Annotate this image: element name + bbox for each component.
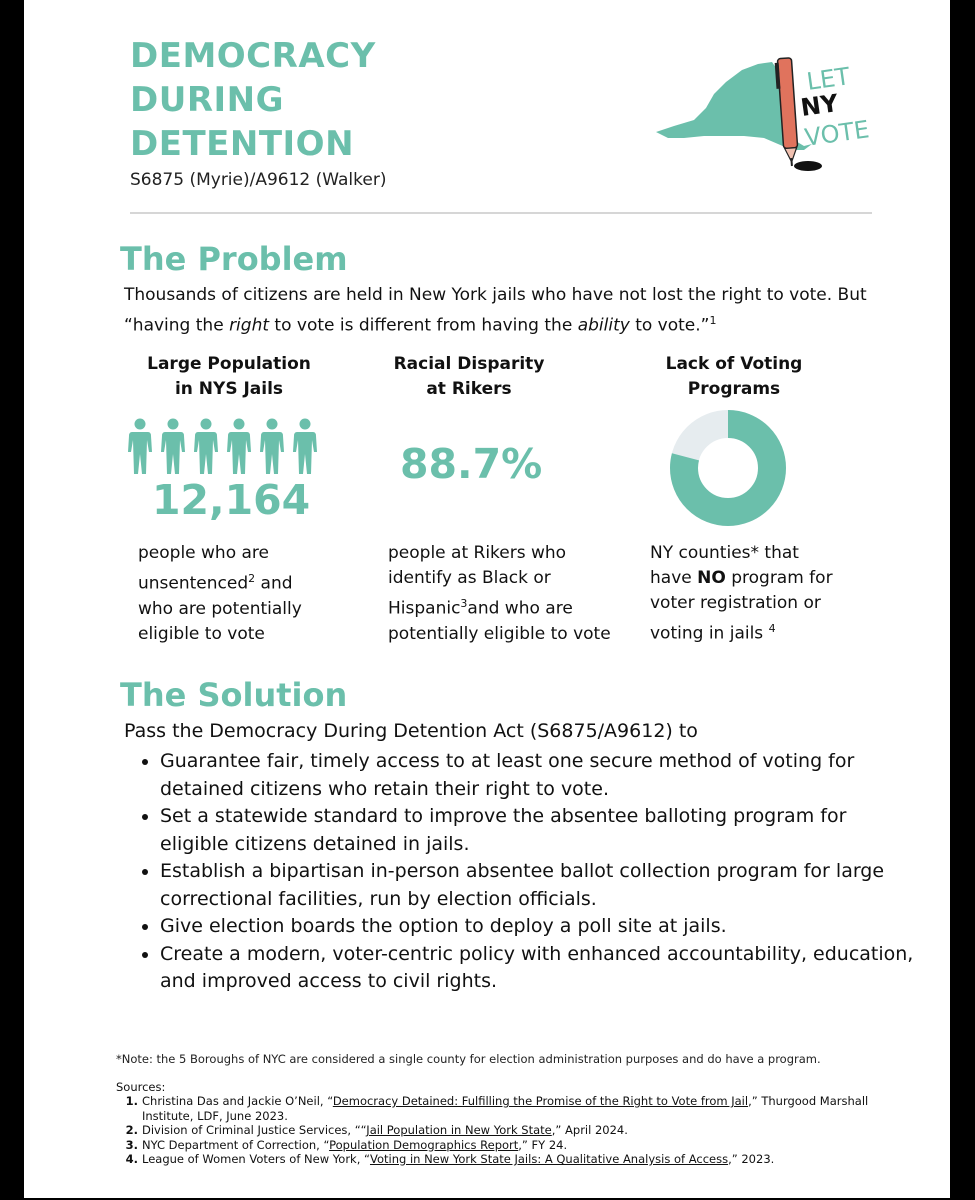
person-icon <box>260 419 284 475</box>
fact-sheet-page <box>24 0 950 1198</box>
person-icon <box>293 419 317 475</box>
document-title <box>130 34 376 166</box>
counties-donut-chart <box>670 410 786 526</box>
title-line-3: DETENTION <box>130 124 355 164</box>
problem-heading: The Problem <box>120 240 348 278</box>
problem-line-1: Thousands of citizens are held in New York jails who have not lost the right to vote. But <box>124 285 867 305</box>
header-divider <box>130 212 872 214</box>
person-icon <box>161 419 185 475</box>
sources-label: Sources: <box>116 1080 166 1094</box>
source-link[interactable]: Voting in New York State Jails: A Qualitative Analysis of Access <box>369 1152 729 1166</box>
footnote: *Note: the 5 Boroughs of NYC are considered a single county for election administration purposes and do have a program. <box>116 1052 821 1066</box>
ink-dot-icon <box>794 161 822 171</box>
source-item: 1. Christina Das and Jackie O’Neil, “Democracy Detained: Fulfilling the Promise of the Right to Vote from Jail,” Thurgood Marshall Institute, LDF, June 2023. <box>142 1094 902 1123</box>
stat-population-text: people who are unsentenced$^2$ and who are potentially eligible to vote <box>138 543 302 644</box>
stat-disparity-heading: Racial Disparity at Rikers <box>393 354 545 399</box>
list-item: • Set a statewide standard to improve the absentee balloting program for eligible citizens detained in jails. <box>160 803 920 858</box>
solution-list <box>132 748 920 996</box>
list-item: • Create a modern, voter-centric policy with enhanced accountability, education, and improved access to civil rights. <box>160 941 920 996</box>
logo-let: LET <box>804 62 852 96</box>
stat-programs-text: NY counties* that have NO program for voter registration or voting in jails $^4$ <box>650 543 833 644</box>
bill-number: S6875 (Myrie)/A9612 (Walker) <box>130 170 387 190</box>
solution-heading: The Solution <box>120 676 348 714</box>
title-line-2: DURING <box>130 80 285 120</box>
sources-list <box>116 1094 902 1167</box>
problem-text <box>124 283 884 339</box>
people-icon-row <box>126 418 326 476</box>
problem-line-2: “having the right to vote is different from having the ability to vote.”$^1$ <box>124 314 717 336</box>
source-item: 4. League of Women Voters of New York, “Voting in New York State Jails: A Qualitative Analysis of Access,” 2023. <box>142 1152 902 1167</box>
person-icon <box>194 419 218 475</box>
source-link[interactable]: Population Demographics Report <box>329 1137 519 1152</box>
donut-value-label: 45 <box>709 455 747 485</box>
source-link[interactable]: Jail Population in New York State <box>366 1123 552 1137</box>
person-icon <box>227 419 251 475</box>
stat-population-heading: Large Population in NYS Jails <box>147 354 311 399</box>
list-item: • Give election boards the option to deploy a poll site at jails. <box>160 913 920 941</box>
source-item: 2. Division of Criminal Justice Services, ““Jail Population in New York State,” April 2024. <box>142 1123 902 1138</box>
logo-vote: VOTE <box>802 115 871 152</box>
stat-programs-heading: Lack of Voting Programs <box>665 354 803 399</box>
person-icon <box>128 419 152 475</box>
stat-disparity-value: 88.7% <box>400 440 543 488</box>
let-ny-vote-logo <box>654 50 884 180</box>
list-item: • Establish a bipartisan in-person absentee ballot collection program for large correctional facilities, run by election officials. <box>160 858 920 913</box>
solution-intro: Pass the Democracy During Detention Act (S6875/A9612) to <box>124 720 698 742</box>
list-item: • Guarantee fair, timely access to at least one secure method of voting for detained citizens who retain their right to vote. <box>160 748 920 803</box>
title-line-1: DEMOCRACY <box>130 36 376 76</box>
logo-ny: NY <box>798 88 840 122</box>
source-link[interactable]: Democracy Detained: Fulfilling the Promise of the Right to Vote from Jail <box>332 1094 749 1108</box>
stat-disparity-text: people at Rikers who identify as Black or Hispanic$^3$and who are potentially eligible to vote <box>388 543 611 644</box>
source-item: 3. NYC Department of Correction, “Population Demographics Report,” FY 24. <box>142 1138 902 1153</box>
stat-population-value: 12,164 <box>152 476 311 524</box>
